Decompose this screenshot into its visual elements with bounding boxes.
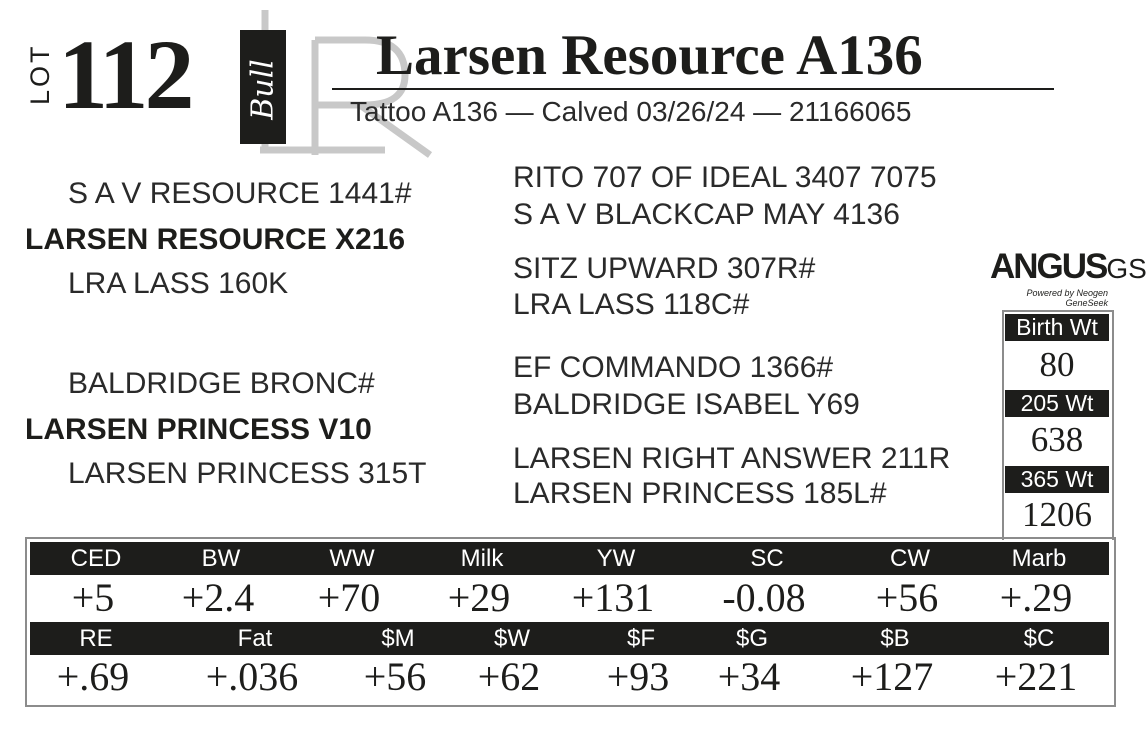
pedigree-sire-dam: LRA LASS 160K	[68, 267, 289, 300]
yearling-weight-value: 1206	[1022, 495, 1092, 534]
epd-value: +5	[71, 575, 115, 620]
epd-header: $C	[1023, 625, 1055, 652]
epd-value: +.036	[205, 654, 299, 699]
epd-header: BW	[201, 545, 241, 572]
birth-weight-value: 80	[1039, 345, 1075, 384]
weaning-weight-value: 638	[1030, 420, 1084, 459]
epd-header-row-1	[30, 542, 1109, 575]
epd-header: $W	[494, 625, 530, 652]
epd-value: +56	[875, 575, 939, 620]
epd-header: $M	[381, 625, 415, 652]
epd-value: +62	[477, 654, 541, 699]
epd-header: YW	[596, 545, 636, 572]
epd-value: +.69	[56, 654, 130, 699]
epd-header: CED	[70, 545, 122, 572]
animal-id-line: Tattoo A136 — Calved 03/26/24 — 21166065	[350, 96, 912, 127]
epd-table	[25, 537, 1116, 707]
pedigree-ggp-6: BALDRIDGE ISABEL Y69	[513, 388, 860, 421]
pedigree-sire: LARSEN RESOURCE X216	[25, 223, 406, 256]
category-label: Bull	[245, 59, 281, 120]
epd-value: +93	[606, 654, 670, 699]
pedigree-sire-sire: S A V RESOURCE 1441#	[68, 177, 412, 210]
epd-header: WW	[329, 545, 375, 572]
epd-value: +127	[850, 654, 934, 699]
weights-panel	[1002, 310, 1114, 540]
birth-weight-label: Birth Wt	[1005, 314, 1109, 341]
epd-header: $F	[626, 625, 655, 652]
epd-value: +70	[317, 575, 381, 620]
epd-header-row-2	[30, 622, 1109, 655]
yearling-weight-label: 365 Wt	[1005, 466, 1109, 493]
category-badge	[240, 30, 286, 144]
animal-name: Larsen Resource A136	[376, 24, 923, 87]
logo-tagline: Powered by Neogen GeneSeek	[1026, 288, 1108, 308]
pedigree-ggp-5: EF COMMANDO 1366#	[513, 351, 834, 384]
epd-header: $B	[880, 625, 910, 652]
pedigree-ggp-8: LARSEN PRINCESS 185L#	[513, 477, 887, 510]
pedigree-dam: LARSEN PRINCESS V10	[25, 413, 372, 446]
lot-label: LOT	[25, 43, 55, 105]
pedigree-dam-dam: LARSEN PRINCESS 315T	[68, 457, 427, 490]
pedigree-ggp-3: SITZ UPWARD 307R#	[513, 252, 816, 285]
epd-value: +29	[447, 575, 511, 620]
pedigree-ggp-1: RITO 707 OF IDEAL 3407 7075	[513, 161, 937, 194]
epd-value: +34	[717, 654, 781, 699]
lot-number: 112	[58, 19, 191, 130]
pedigree-ggp-7: LARSEN RIGHT ANSWER 211R	[513, 442, 951, 475]
epd-header: SC	[750, 545, 784, 572]
logo-suffix-text: GS	[1106, 253, 1147, 284]
epd-value: +2.4	[181, 575, 255, 620]
epd-header: $G	[735, 625, 768, 652]
epd-value: +221	[994, 654, 1078, 699]
epd-header: Milk	[460, 545, 504, 572]
logo-main-text: ANGUS	[990, 247, 1107, 286]
epd-value: -0.08	[722, 575, 806, 620]
title-divider	[332, 88, 1054, 90]
epd-header: Marb	[1011, 545, 1067, 572]
epd-header: RE	[79, 625, 113, 652]
epd-value: +56	[363, 654, 427, 699]
angusgs-logo	[990, 247, 1147, 308]
pedigree-ggp-2: S A V BLACKCAP MAY 4136	[513, 198, 900, 231]
weaning-weight-label: 205 Wt	[1005, 390, 1109, 417]
epd-header: CW	[890, 545, 930, 572]
epd-value: +.29	[999, 575, 1073, 620]
epd-value: +131	[571, 575, 655, 620]
epd-header: Fat	[237, 625, 273, 652]
pedigree-ggp-4: LRA LASS 118C#	[513, 288, 750, 321]
pedigree-dam-sire: BALDRIDGE BRONC#	[68, 367, 375, 400]
